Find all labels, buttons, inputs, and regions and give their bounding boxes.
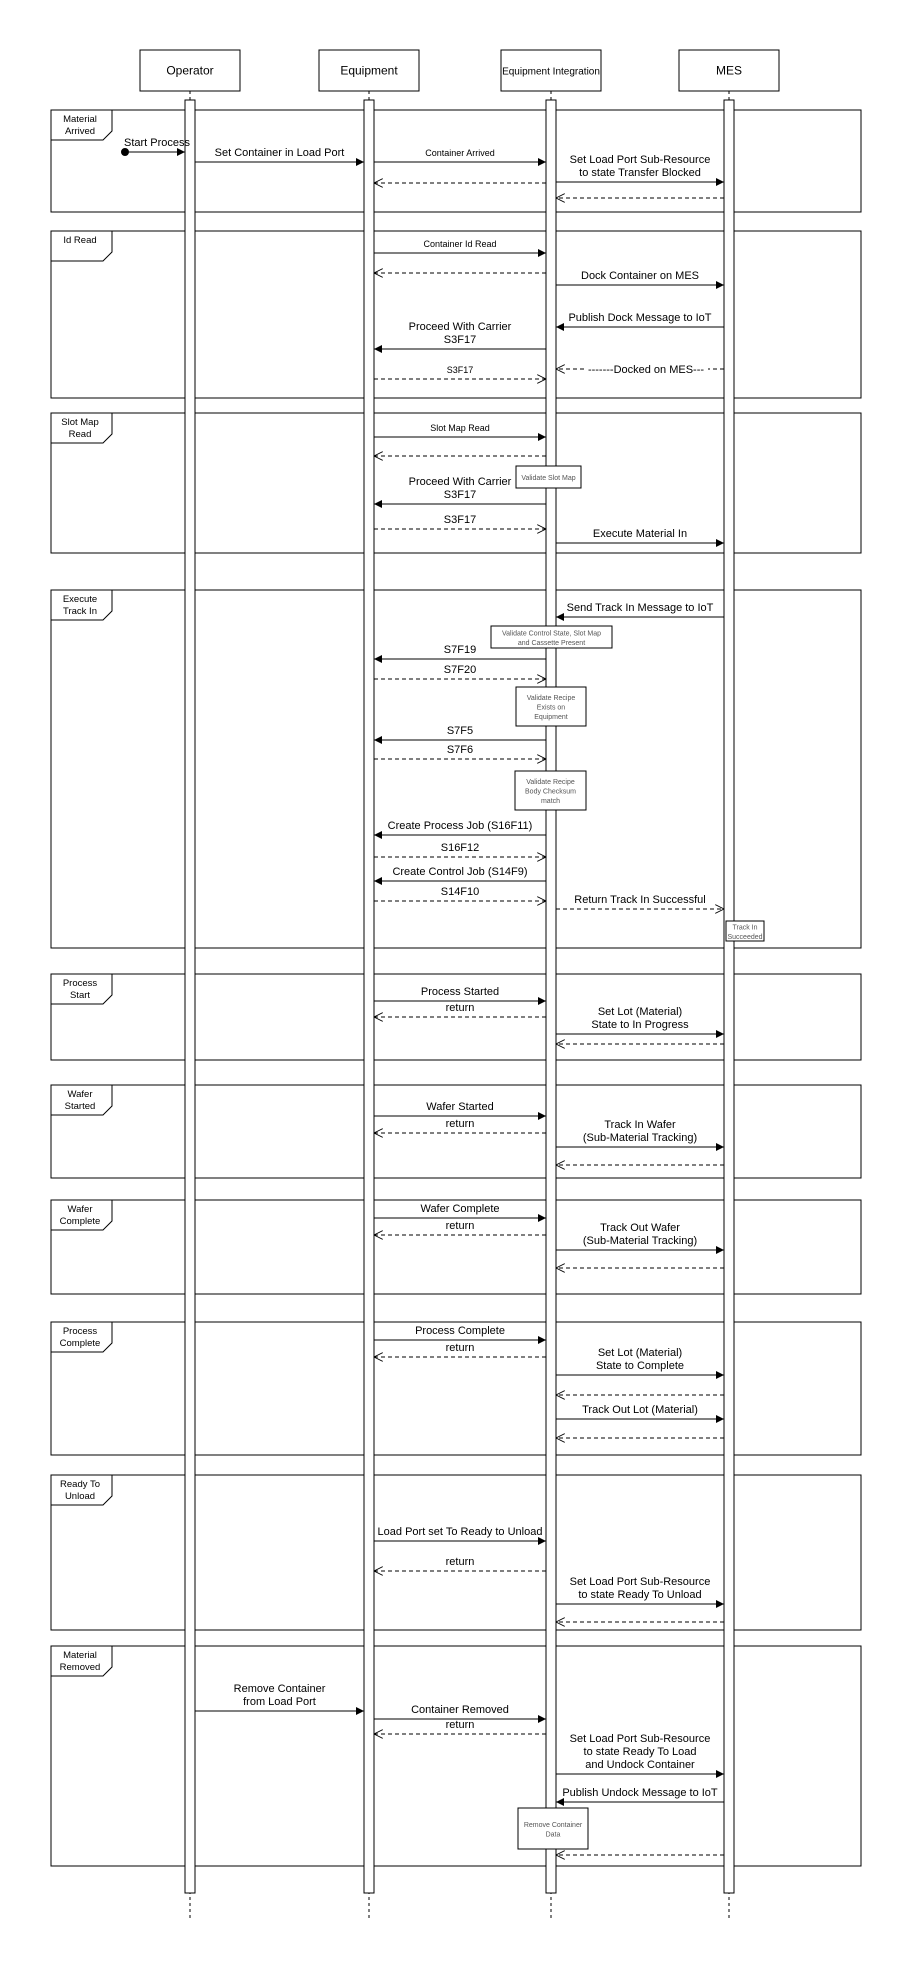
message-sync: [556, 270, 724, 285]
message-reply: [374, 744, 546, 759]
message-label: and Undock Container: [585, 1759, 695, 1771]
message-label: Container Arrived: [425, 148, 495, 158]
message-label: Wafer Started: [426, 1101, 494, 1113]
frame-label: Id Read: [63, 235, 97, 246]
message-label: return: [445, 1342, 475, 1354]
message-sync: [374, 866, 546, 881]
message-return: [374, 1556, 546, 1571]
frame-label: Wafer: [67, 1089, 93, 1100]
message-label: Create Process Job (S16F11): [387, 820, 533, 832]
message-label: Dock Container on MES: [581, 270, 699, 282]
frame-label: Start: [69, 990, 91, 1001]
message-sync: [556, 312, 724, 327]
message-sync: [556, 1576, 724, 1604]
message-label: Track Out Wafer: [600, 1222, 680, 1234]
activation-bar: [546, 100, 556, 1893]
activation-bar: [185, 100, 195, 1893]
message-sync: [556, 1119, 724, 1147]
message-sync: [556, 1733, 724, 1774]
message-sync: [374, 1203, 546, 1218]
message-label: Load Port set To Ready to Unload: [377, 1526, 543, 1538]
message-label: Return Track In Successful: [574, 894, 706, 906]
message-label: return: [445, 1220, 475, 1232]
message-sync: [121, 137, 191, 156]
message-label: Start Process: [123, 137, 191, 149]
message-label: to state Ready To Unload: [578, 1589, 702, 1601]
note-text: Succeeded: [727, 933, 763, 941]
message-sync: [374, 1526, 546, 1541]
note: [516, 687, 586, 726]
note-text: Track In: [732, 924, 758, 932]
note: [516, 466, 581, 488]
message-return: [374, 1220, 546, 1235]
message-label: Track In Wafer: [604, 1119, 676, 1131]
participant-ei: [501, 50, 601, 1918]
note-text: Validate Recipe: [526, 695, 576, 702]
message-sync: [556, 528, 724, 543]
message-label: to state Transfer Blocked: [579, 167, 701, 179]
note-text: and Cassette Present: [517, 639, 586, 647]
participant-eq: [319, 50, 419, 1918]
message-label: Proceed With Carrier: [408, 321, 512, 333]
activation-bar: [724, 100, 734, 1893]
frame-label: Slot Map: [61, 417, 99, 428]
message-sync: [374, 148, 546, 162]
participant-op: [140, 50, 240, 1918]
message-sync: [556, 602, 724, 617]
note-text: Remove Container: [523, 1821, 583, 1829]
message-label: (Sub-Material Tracking): [582, 1235, 698, 1247]
start-point: [121, 148, 129, 156]
message-label: -------Docked on MES---: [587, 364, 705, 376]
note: [491, 626, 612, 648]
message-label: return: [445, 1002, 475, 1014]
message-label: S7F20: [443, 664, 477, 676]
message-label: S7F5: [446, 725, 474, 737]
message-sync: [374, 423, 546, 437]
message-label: Set Container in Load Port: [214, 147, 345, 159]
message-return: [374, 1719, 546, 1734]
frame-label: Read: [68, 429, 92, 440]
participant-name: Equipment: [340, 63, 398, 78]
message-label: Set Load Port Sub-Resource: [569, 1733, 711, 1745]
participant-mes: [679, 50, 779, 1918]
frame-label: Removed: [59, 1662, 101, 1673]
activation-bar: [364, 100, 374, 1893]
message-reply: [374, 514, 546, 529]
message-sync: [556, 1222, 724, 1250]
message-sync: [374, 1101, 546, 1116]
message-label: Slot Map Read: [430, 423, 490, 433]
frame-label: Complete: [59, 1216, 101, 1227]
message-label: Track Out Lot (Material): [582, 1404, 698, 1416]
message-sync: [374, 820, 546, 835]
message-sync: [195, 1683, 364, 1711]
message-label: S7F19: [443, 644, 477, 656]
frame-material-arrived: [51, 110, 861, 212]
note: [726, 921, 764, 941]
message-sync: [374, 986, 546, 1001]
message-label: S3F17: [443, 334, 477, 346]
participant-name: Operator: [166, 63, 214, 78]
message-label: S16F12: [440, 842, 480, 854]
frame-label: Track In: [63, 606, 97, 617]
note-text: Equipment: [534, 714, 568, 721]
message-sync: [195, 147, 364, 162]
participant-name: MES: [715, 63, 743, 78]
note-text: Validate Recipe: [526, 779, 575, 786]
message-label: Process Started: [420, 986, 500, 998]
message-sync: [556, 1404, 724, 1419]
message-label: Remove Container: [233, 1683, 326, 1695]
note-text: Body Checksum: [525, 788, 576, 796]
frame-label: Material: [63, 1650, 97, 1661]
message-label: Create Control Job (S14F9): [392, 866, 528, 878]
message-reply: [374, 664, 546, 679]
frame-label: Unload: [64, 1491, 96, 1502]
message-label: Container Removed: [411, 1704, 509, 1716]
message-label: (Sub-Material Tracking): [582, 1132, 698, 1144]
frame-label: Ready To: [60, 1479, 100, 1490]
message-sync: [374, 725, 546, 740]
note: [518, 1808, 588, 1849]
message-label: S14F10: [440, 886, 480, 898]
frame-ready-to-unload: [51, 1475, 861, 1630]
message-return: [374, 1342, 546, 1357]
message-label: Proceed With Carrier: [408, 476, 512, 488]
message-label: Execute Material In: [592, 528, 688, 540]
message-label: Publish Dock Message to IoT: [568, 312, 712, 324]
message-reply: [556, 894, 724, 909]
frame-label: Material: [63, 114, 97, 125]
message-sync: [556, 1787, 724, 1802]
message-label: Publish Undock Message to IoT: [562, 1787, 718, 1799]
note-text: Validate Slot Map: [521, 475, 576, 482]
message-label: State to In Progress: [591, 1019, 689, 1031]
message-label: Wafer Complete: [420, 1203, 500, 1215]
frame-label: Wafer: [67, 1204, 93, 1215]
frame-label: Started: [64, 1101, 96, 1112]
message-label: to state Ready To Load: [583, 1746, 697, 1758]
message-label: Process Complete: [415, 1325, 505, 1337]
message-reply: [374, 365, 546, 379]
message-label: Set Load Port Sub-Resource: [569, 1576, 711, 1588]
message-reply: [374, 886, 546, 901]
message-label: S3F17: [443, 489, 477, 501]
note-text: Data: [545, 1831, 561, 1839]
message-sync: [556, 1006, 724, 1034]
frame-label: Execute: [62, 594, 98, 605]
note-text: match: [540, 798, 561, 805]
message-return: [374, 1118, 546, 1133]
note-text: Exists on: [536, 704, 566, 712]
message-label: Set Lot (Material): [597, 1006, 683, 1018]
note-text: Validate Control State, Slot Map: [501, 630, 602, 638]
message-label: return: [445, 1719, 475, 1731]
message-label: return: [445, 1556, 475, 1568]
frame-label: Process: [62, 1326, 98, 1337]
frame-label: Arrived: [64, 126, 96, 137]
message-sync: [374, 321, 546, 349]
frame-wafer-started: [51, 1085, 861, 1178]
message-sync: [556, 154, 724, 182]
frame-label: Process: [62, 978, 98, 989]
message-label: S7F6: [446, 744, 474, 756]
message-label: S3F17: [446, 365, 474, 375]
frame-material-removed: [51, 1646, 861, 1866]
message-reply: [556, 362, 724, 376]
message-label: Set Load Port Sub-Resource: [569, 154, 711, 166]
message-label: return: [445, 1118, 475, 1130]
message-return: [374, 1002, 546, 1017]
frame-label: Complete: [59, 1338, 101, 1349]
message-sync: [374, 239, 546, 253]
message-sync: [374, 1325, 546, 1340]
participant-name: Equipment Integration: [502, 66, 600, 78]
message-reply: [374, 842, 546, 857]
message-label: S3F17: [443, 514, 477, 526]
note: [515, 771, 586, 810]
message-sync: [374, 1704, 546, 1719]
message-label: State to Complete: [595, 1360, 685, 1372]
message-label: from Load Port: [243, 1696, 316, 1708]
message-label: Container Id Read: [423, 239, 497, 249]
message-label: Send Track In Message to IoT: [566, 602, 714, 614]
message-label: Set Lot (Material): [597, 1347, 683, 1359]
message-sync: [556, 1347, 724, 1375]
